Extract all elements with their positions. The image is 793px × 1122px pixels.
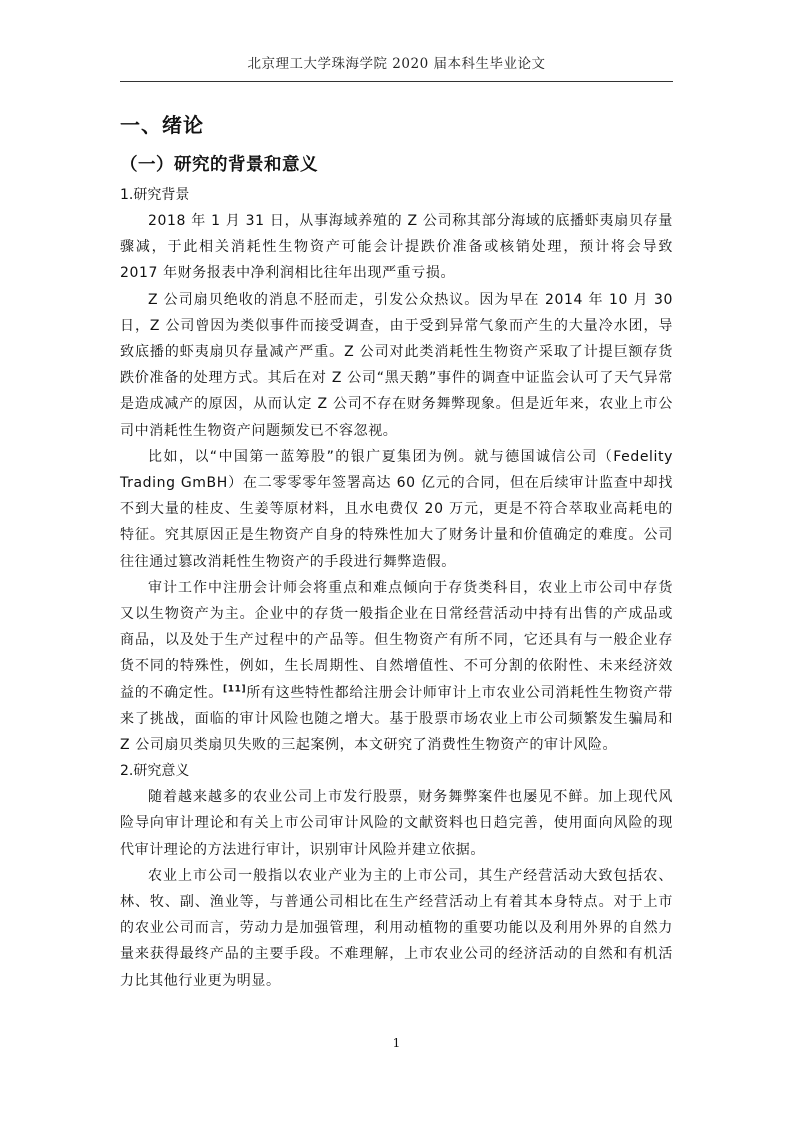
paragraph: 2018 年 1 月 31 日，从事海域养殖的 Z 公司称其部分海域的底播虾夷扇贝存量骤减，于此相关消耗性生物资产可能会计提跌价准备或核销处理，预计将会导致 2017 年财务报表中净利润相比往年出现严重亏损。 — [120, 213, 673, 282]
paragraph: 比如，以“中国第一蓝筹股”的银广夏集团为例。就与德国诚信公司（Fedelity Trading GmBH）在二零零零年签署高达 60 亿元的合同，但在后续审计监查中却找不到大量的桂皮、生姜等原材料，且水电费仅 20 万元，更是不符合萃取业高耗电的特征。究其原因正是生物资产自身的特殊性加大了财务计量和价值确定的难度。公司往往通过篡改消耗性生物资产的手段进行舞弊造假。 — [120, 448, 673, 570]
page-number: 1 — [392, 1036, 401, 1050]
header-rule — [120, 81, 673, 82]
paragraph: 随着越来越多的农业公司上市发行股票，财务舞弊案件也屡见不鲜。加上现代风险导向审计理论和有关上市公司审计风险的文献资料也日趋完善，使用面向风险的现代审计理论的方法进行审计，识别审计风险并建立依据。 — [120, 789, 673, 858]
paragraph: Z 公司扇贝绝收的消息不胫而走，引发公众热议。因为早在 2014 年 10 月 30 日，Z 公司曾因为类似事件而接受调查，由于受到异常气象而产生的大量冷水团，导致底播的虾夷扇贝存量减产严重。Z 公司对此类消耗性生物资产采取了计提巨额存货跌价准备的处理方式。其后在对 Z 公司“黑天鹅”事件的调查中证监会认可了天气异常是造成减产的原因，从而认定 Z 公司不存在财务舞弊现象。但是近年来，农业上市公司中消耗性生物资产问题频发已不容忽视。 — [120, 291, 673, 439]
running-header: 北京理工大学珠海学院 2020 届本科生毕业论文 — [247, 56, 546, 72]
citation-marker: [11] — [223, 684, 247, 694]
paragraph-text: 所有这些特性都给注册会计师审计上市农业公司消耗性生物资产带来了挑战，面临的审计风险也随之增大。基于股票市场农业上市公司频繁发生骗局和 Z 公司扇贝类扇贝失败的三起案例，本文研究了消费性生物资产的审计风险。 — [120, 684, 673, 754]
subsection-heading-significance: 2.研究意义 — [120, 763, 190, 780]
chapter-title: 一、绪论 — [120, 113, 204, 137]
paragraph-text: 审计工作中注册会计师会将重点和难点倾向于存货类科目，农业上市公司中存货又以生物资产为主。企业中的存货一般指企业在日常经营活动中持有出售的产成品或商品，以及处于生产过程中的产品等。但生物资产有所不同，它还具有与一般企业存货不同的特殊性，例如，生长周期性、自然增值性、不可分割的依附性、未来经济效益的不确定性。 — [120, 579, 673, 701]
subsection-heading-background: 1.研究背景 — [120, 187, 190, 203]
paragraph-with-citation — [120, 575, 673, 758]
section-title: （一）研究的背景和意义 — [120, 155, 318, 175]
body-content — [120, 108, 673, 994]
paragraph: 农业上市公司一般指以农业产业为主的上市公司，其生产经营活动大致包括农、林、牧、副、渔业等，与普通公司相比在生产经营活动上有着其本身特点。对于上市的农业公司而言，劳动力是加强管理，利用动植物的重要功能以及利用外界的自然力量来获得最终产品的主要手段。不难理解，上市农业公司的经济活动的自然和有机活力比其他行业更为明显。 — [120, 867, 673, 989]
